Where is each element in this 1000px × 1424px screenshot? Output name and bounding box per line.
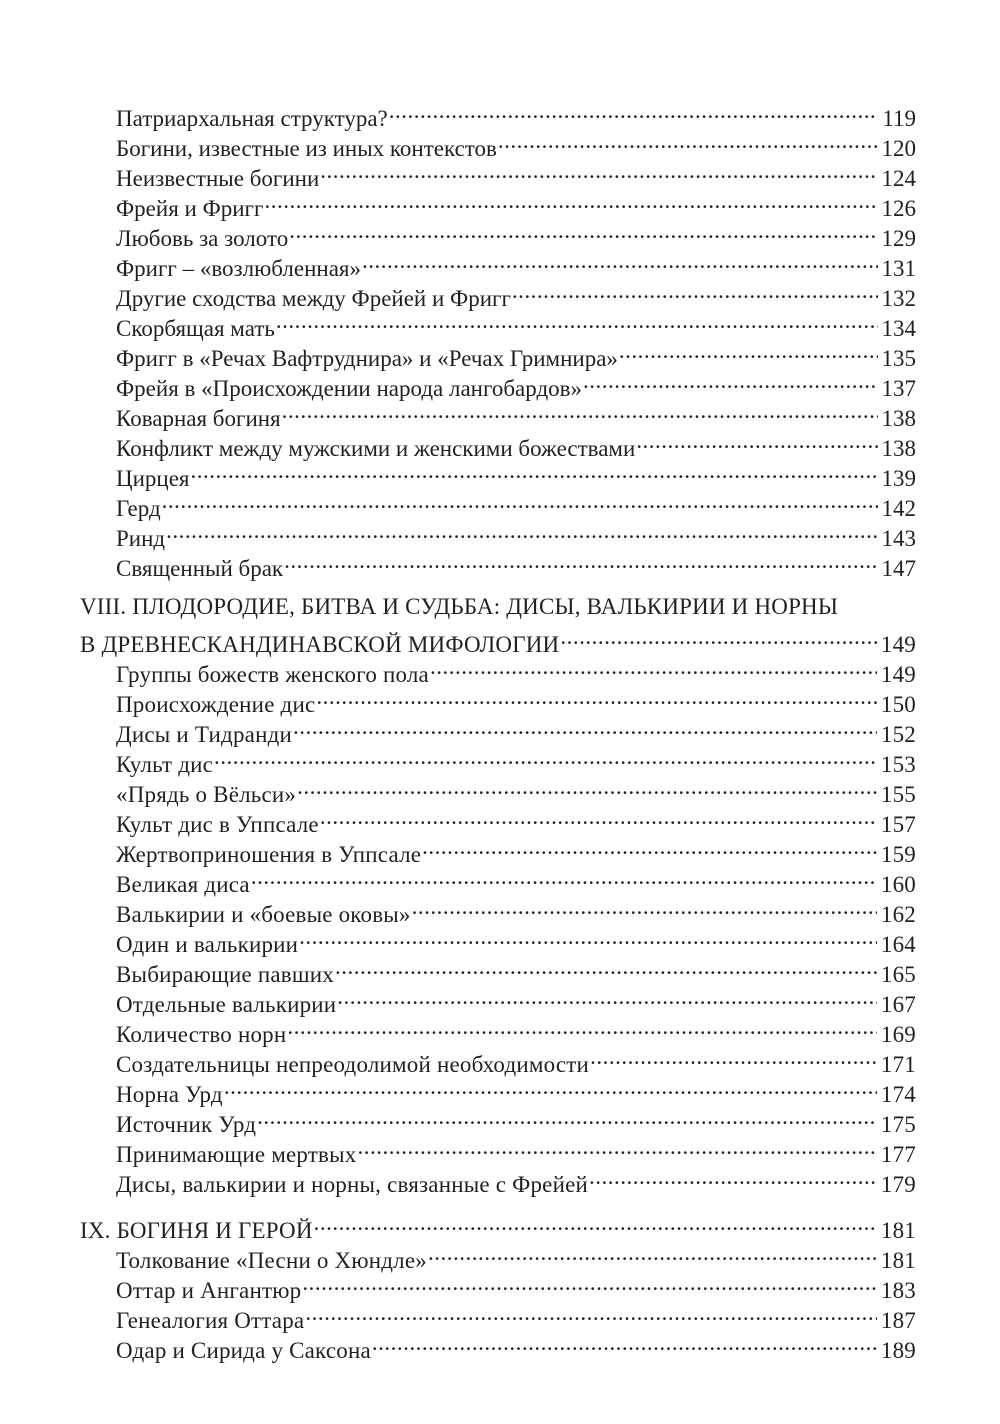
toc-entry[interactable]: [80, 336, 916, 371]
toc-entry-title: Дисы и Тидранди: [116, 720, 293, 750]
toc-entry[interactable]: [80, 892, 916, 927]
toc-entry[interactable]: [80, 156, 916, 191]
toc-entry-page: 187: [877, 1306, 916, 1336]
chapter-title-line2: В ДРЕВНЕСКАНДИНАВСКОЙ МИФОЛОГИИ: [80, 630, 560, 660]
dot-leader: [560, 622, 877, 652]
toc-entry-page: 138: [878, 434, 917, 464]
dot-leader: [257, 1102, 877, 1132]
toc-entry-title: Другие сходства между Фрейей и Фригг: [116, 284, 512, 314]
toc-entry-title: Количество норн: [116, 1020, 287, 1050]
toc-entry[interactable]: [80, 1072, 916, 1107]
toc-entry-page: 137: [878, 374, 917, 404]
toc-entry-title: Оттар и Ангантюр: [116, 1276, 302, 1306]
chapter-title: IX. БОГИНЯ И ГЕРОЙ: [80, 1216, 314, 1246]
toc-entry-page: 165: [877, 960, 916, 990]
toc-entry-title: Жертвоприношения в Уппсале: [116, 840, 422, 870]
toc-entry[interactable]: [80, 982, 916, 1017]
toc-entry-page: 129: [878, 224, 917, 254]
dot-leader: [305, 1298, 877, 1328]
toc-entry[interactable]: [80, 712, 916, 747]
chapter-title-entry[interactable]: [80, 622, 916, 657]
toc-entry[interactable]: [80, 366, 916, 401]
dot-leader: [430, 652, 877, 682]
chapter-title-line1[interactable]: VIII. ПЛОДОРОДИЕ, БИТВА И СУДЬБА: ДИСЫ, ВАЛЬКИРИИ И НОРНЫ: [80, 594, 839, 619]
toc-entry-page: 149: [877, 660, 916, 690]
toc-entry[interactable]: [80, 306, 916, 341]
dot-leader: [335, 952, 877, 982]
chapter-page: 149: [877, 630, 916, 660]
toc-entry-title: Норна Урд: [116, 1080, 224, 1110]
chapter-page: 181: [877, 1216, 916, 1246]
toc-entry[interactable]: [80, 772, 916, 807]
dot-leader: [389, 96, 879, 126]
toc-entry-page: 131: [878, 254, 917, 284]
toc-entry-page: 120: [878, 134, 917, 164]
dot-leader: [619, 336, 878, 366]
toc-entry-page: 167: [877, 990, 916, 1020]
toc-entry-title: «Прядь о Вёльси»: [116, 780, 297, 810]
toc-entry[interactable]: [80, 186, 916, 221]
toc-entry-title: Патриархальная структура?: [116, 104, 389, 134]
toc-chapter-ix: [80, 1208, 916, 1363]
dot-leader: [191, 456, 878, 486]
dot-leader: [166, 516, 877, 546]
toc-entry-title: Отдельные валькирии: [116, 990, 337, 1020]
dot-leader: [498, 126, 878, 156]
toc-entry-title: Толкование «Песни о Хюндле»: [116, 1246, 428, 1276]
toc-entry-title: Валькирии и «боевые оковы»: [116, 900, 412, 930]
dot-leader: [512, 276, 878, 306]
toc-entry-page: 138: [878, 404, 917, 434]
toc-chapter-viii: [80, 592, 916, 1197]
dot-leader: [590, 1042, 877, 1072]
toc-entry-title: Любовь за золото: [116, 224, 289, 254]
toc-entry[interactable]: [80, 1298, 916, 1333]
toc-entry-title: Цирцея: [116, 464, 191, 494]
toc-entry-page: 181: [877, 1246, 916, 1276]
toc-entry-title: Источник Урд: [116, 1110, 257, 1140]
dot-leader: [314, 1208, 877, 1238]
toc-entry-title: Священный брак: [116, 554, 284, 584]
toc-entry[interactable]: [80, 246, 916, 281]
toc-entry-page: 142: [878, 494, 917, 524]
toc-entry-page: 152: [877, 720, 916, 750]
toc-entry[interactable]: [80, 1268, 916, 1303]
toc-entry[interactable]: [80, 952, 916, 987]
toc-entry-title: Герд: [116, 494, 162, 524]
toc-entry-page: 179: [877, 1170, 916, 1200]
toc-entry[interactable]: [80, 922, 916, 957]
dot-leader: [320, 156, 877, 186]
dot-leader: [293, 712, 877, 742]
dot-leader: [320, 802, 877, 832]
dot-leader: [264, 186, 877, 216]
toc-section-continued: [80, 96, 916, 581]
toc-entry-title: Великая диса: [116, 870, 251, 900]
toc-entry-page: 132: [878, 284, 917, 314]
toc-entry-title: Скорбящая мать: [116, 314, 276, 344]
toc-entry[interactable]: [80, 832, 916, 867]
toc-entry[interactable]: [80, 742, 916, 777]
dot-leader: [636, 426, 877, 456]
dot-leader: [287, 1012, 877, 1042]
dot-leader: [299, 922, 877, 952]
toc-entry-title: Фрейя в «Происхождении народа лангобардов»: [116, 374, 583, 404]
toc-entry[interactable]: [80, 276, 916, 311]
toc-entry-page: 171: [877, 1050, 916, 1080]
dot-leader: [357, 1132, 876, 1162]
toc-entry-title: Выбирающие павших: [116, 960, 335, 990]
toc-entry[interactable]: [80, 802, 916, 837]
toc-entry-page: 135: [878, 344, 917, 374]
toc-entry-title: Культ дис в Уппсале: [116, 810, 320, 840]
toc-entry[interactable]: [80, 516, 916, 551]
toc-entry-title: Фригг в «Речах Вафтруднира» и «Речах Гримнира»: [116, 344, 619, 374]
toc-entry[interactable]: [80, 546, 916, 581]
dot-leader: [589, 1162, 877, 1192]
dot-leader: [276, 306, 878, 336]
toc-entry[interactable]: [80, 1102, 916, 1137]
toc-entry-title: Генеалогия Оттара: [116, 1306, 305, 1336]
toc-entry[interactable]: [80, 1238, 916, 1273]
toc-entry[interactable]: [80, 1328, 916, 1363]
dot-leader: [282, 396, 878, 426]
toc-entry-page: 143: [878, 524, 917, 554]
toc-entry[interactable]: [80, 96, 916, 131]
toc-entry[interactable]: [80, 216, 916, 251]
toc-entry-page: 147: [878, 554, 917, 584]
toc-entry[interactable]: [80, 396, 916, 431]
dot-leader: [251, 862, 877, 892]
toc-entry-page: 164: [877, 930, 916, 960]
toc-entry-page: 174: [877, 1080, 916, 1110]
toc-entry-title: Ринд: [116, 524, 166, 554]
toc-entry-page: 175: [877, 1110, 916, 1140]
toc-entry[interactable]: [80, 862, 916, 897]
toc-entry[interactable]: [80, 486, 916, 521]
dot-leader: [337, 982, 877, 1012]
toc-entry-title: Дисы, валькирии и норны, связанные с Фрейей: [116, 1170, 589, 1200]
dot-leader: [422, 832, 877, 862]
toc-entry[interactable]: [80, 1162, 916, 1197]
toc-entry-page: 153: [877, 750, 916, 780]
dot-leader: [214, 742, 877, 772]
toc-entry-page: 160: [877, 870, 916, 900]
toc-entry-page: 126: [878, 194, 917, 224]
toc-entry[interactable]: [80, 1012, 916, 1047]
dot-leader: [162, 486, 878, 516]
toc-entry-title: Культ дис: [116, 750, 214, 780]
dot-leader: [284, 546, 877, 576]
dot-leader: [316, 682, 877, 712]
chapter-title-entry[interactable]: [80, 1208, 916, 1243]
dot-leader: [372, 1328, 877, 1358]
toc-entry[interactable]: [80, 1132, 916, 1167]
dot-leader: [297, 772, 877, 802]
toc-entry-title: Фрейя и Фригг: [116, 194, 264, 224]
toc-entry-title: Происхождение дис: [116, 690, 316, 720]
toc-entry[interactable]: [80, 1042, 916, 1077]
toc-entry-page: 159: [877, 840, 916, 870]
toc-entry-page: 134: [878, 314, 917, 344]
toc-entry-page: 169: [877, 1020, 916, 1050]
dot-leader: [289, 216, 877, 246]
toc-entry-page: 124: [878, 164, 917, 194]
toc-entry-title: Группы божеств женского пола: [116, 660, 430, 690]
toc-entry-page: 157: [877, 810, 916, 840]
dot-leader: [362, 246, 877, 276]
toc-entry-title: Неизвестные богини: [116, 164, 320, 194]
toc-entry-title: Богини, известные из иных контекстов: [116, 134, 498, 164]
toc-entry-page: 183: [877, 1276, 916, 1306]
toc-entry[interactable]: [80, 652, 916, 687]
toc-entry-page: 119: [878, 104, 916, 134]
dot-leader: [412, 892, 877, 922]
toc-entry-page: 139: [878, 464, 917, 494]
toc-entry[interactable]: [80, 682, 916, 717]
dot-leader: [428, 1238, 877, 1268]
toc-entry-title: Принимающие мертвых: [116, 1140, 357, 1170]
toc-entry-page: 189: [877, 1336, 916, 1366]
dot-leader: [224, 1072, 877, 1102]
toc-entry-title: Коварная богиня: [116, 404, 282, 434]
dot-leader: [583, 366, 877, 396]
table-of-contents: [80, 96, 916, 1363]
toc-entry-page: 155: [877, 780, 916, 810]
toc-entry-title: Один и валькирии: [116, 930, 299, 960]
toc-entry-title: Создательницы непреодолимой необходимости: [116, 1050, 590, 1080]
toc-entry-page: 150: [877, 690, 916, 720]
toc-entry-title: Фригг – «возлюбленная»: [116, 254, 362, 284]
toc-entry[interactable]: [80, 126, 916, 161]
dot-leader: [302, 1268, 877, 1298]
toc-entry-title: Конфликт между мужскими и женскими божествами: [116, 434, 636, 464]
toc-entry-page: 162: [877, 900, 916, 930]
toc-entry[interactable]: [80, 426, 916, 461]
toc-entry-title: Одар и Сирида у Саксона: [116, 1336, 372, 1366]
toc-entry-page: 177: [877, 1140, 916, 1170]
toc-entry[interactable]: [80, 456, 916, 491]
